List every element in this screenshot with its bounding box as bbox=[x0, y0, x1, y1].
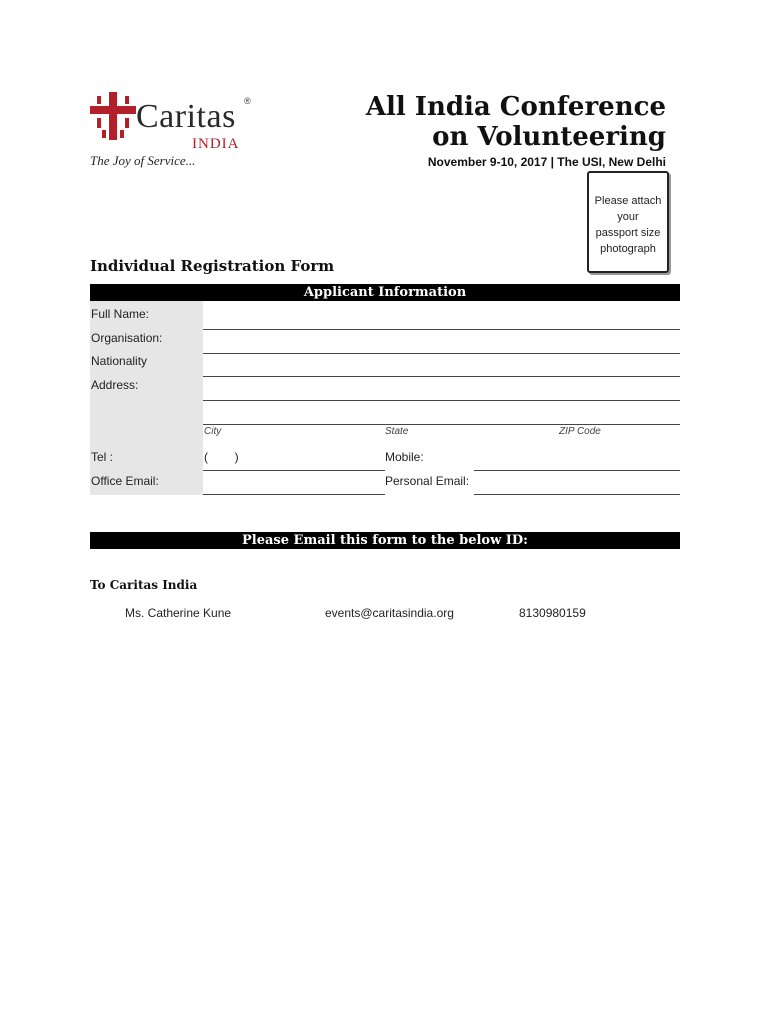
nationality-field[interactable] bbox=[203, 376, 680, 377]
to-caritas-label: To Caritas India bbox=[90, 578, 198, 592]
tel-label: Tel : bbox=[91, 450, 114, 464]
zip-sublabel: ZIP Code bbox=[559, 426, 601, 437]
nationality-label: Nationality bbox=[91, 354, 148, 368]
address-field-line2[interactable] bbox=[203, 424, 680, 425]
email-instructions-header: Please Email this form to the below ID: bbox=[90, 532, 680, 549]
registered-mark: ® bbox=[244, 96, 251, 106]
conference-title-line2: on Volunteering bbox=[432, 122, 666, 152]
caritas-cross-icon bbox=[90, 92, 136, 140]
personal-email-label: Personal Email: bbox=[385, 474, 470, 488]
contact-name: Ms. Catherine Kune bbox=[125, 606, 232, 620]
contact-phone: 8130980159 bbox=[519, 606, 586, 620]
state-sublabel: State bbox=[385, 426, 409, 437]
mobile-field[interactable] bbox=[474, 470, 680, 471]
tel-area-code[interactable]: ( ) bbox=[204, 450, 239, 464]
photo-placeholder-box[interactable] bbox=[587, 171, 669, 273]
conference-subtitle: November 9-10, 2017 | The USI, New Delhi bbox=[427, 155, 666, 169]
photo-instruction-line2: your bbox=[617, 211, 639, 223]
office-email-field[interactable] bbox=[203, 494, 385, 495]
contact-email-link[interactable]: events@caritasindia.org bbox=[325, 606, 454, 620]
photo-instruction-line4: photograph bbox=[600, 243, 656, 255]
address-label: Address: bbox=[91, 378, 139, 392]
organisation-field[interactable] bbox=[203, 353, 680, 354]
brand-name: Caritas bbox=[136, 98, 236, 135]
caritas-logo bbox=[88, 90, 258, 170]
photo-instruction-line3: passport size bbox=[595, 227, 661, 239]
brand-tagline: The Joy of Service... bbox=[90, 153, 196, 168]
full-name-field[interactable] bbox=[203, 329, 680, 330]
photo-instruction-line1: Please attach bbox=[594, 195, 662, 207]
address-field-line1[interactable] bbox=[203, 400, 680, 401]
conference-title-line1: All India Conference bbox=[365, 92, 666, 122]
applicant-information-header: Applicant Information bbox=[90, 284, 680, 301]
organisation-label: Organisation: bbox=[91, 331, 163, 345]
tel-field[interactable] bbox=[203, 470, 385, 471]
full-name-label: Full Name: bbox=[91, 307, 150, 321]
office-email-label: Office Email: bbox=[91, 474, 159, 488]
personal-email-field[interactable] bbox=[474, 494, 680, 495]
form-title: Individual Registration Form bbox=[90, 257, 335, 275]
brand-country: INDIA bbox=[192, 136, 240, 152]
city-sublabel: City bbox=[204, 426, 222, 437]
mobile-label: Mobile: bbox=[385, 450, 424, 464]
